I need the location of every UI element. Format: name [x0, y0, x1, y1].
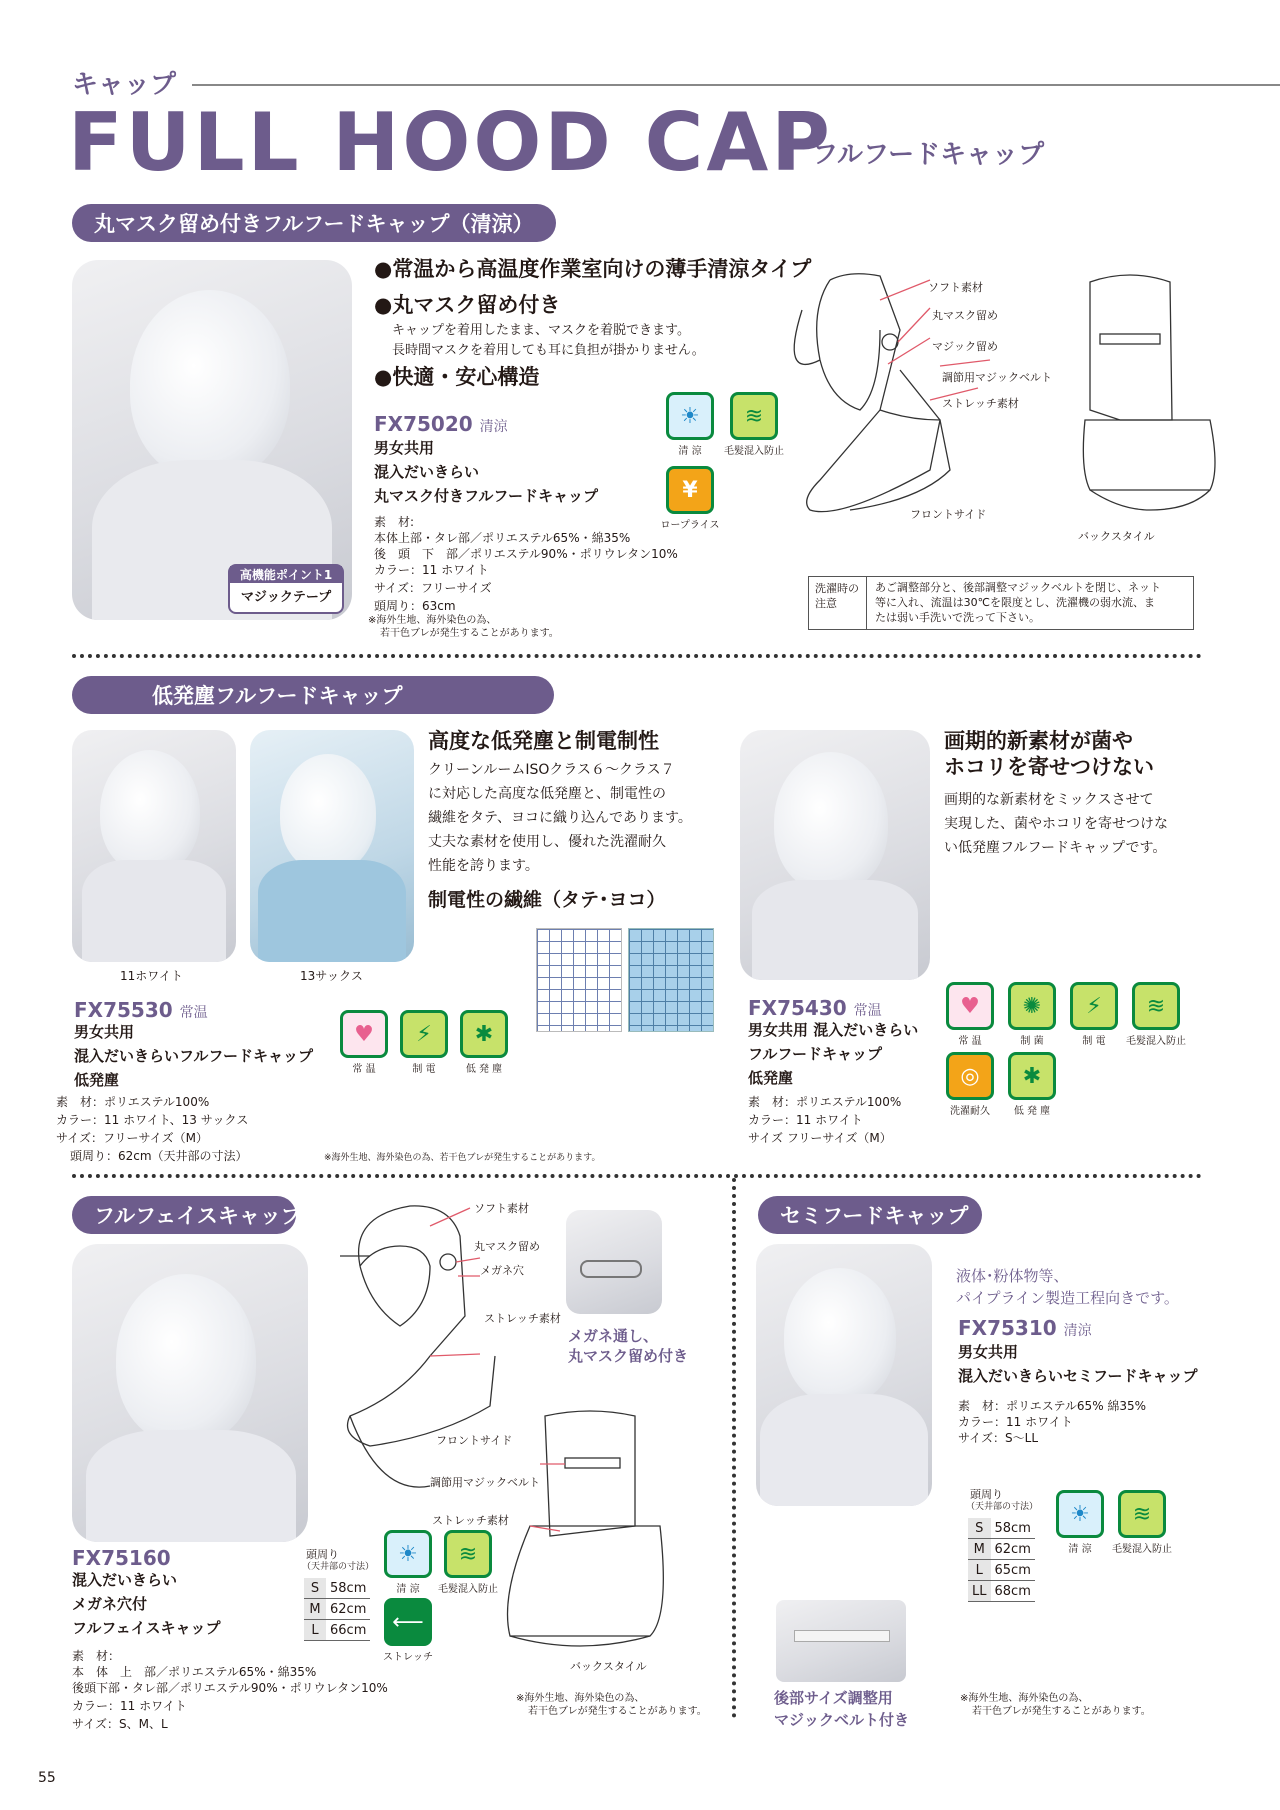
size-code: S: [968, 1518, 991, 1539]
product-photo-fx75530-sax: [250, 730, 414, 962]
product-code-fx75430: [748, 996, 882, 1023]
cool-icon: ☀: [1056, 1490, 1104, 1538]
diagram-view-label: バックスタイル: [1078, 530, 1155, 543]
icon-label: 毛髪混入防止: [1126, 1036, 1186, 1047]
product-code-fx75310: [958, 1316, 1092, 1343]
spec-line: 素 材:: [374, 515, 415, 529]
header-rule: [192, 84, 1280, 86]
code-tag: 清涼: [1063, 1323, 1092, 1339]
hair-block-icon: ≋: [1132, 982, 1180, 1030]
section2-body: に対応した高度な低発塵と、制電性の: [428, 786, 666, 802]
diagram-view-label: フロントサイド: [436, 1434, 513, 1447]
product-name-2: 混入だいきらいセミフードキャップ: [958, 1367, 1198, 1385]
spec-line: 素 材：ポリエステル100%: [56, 1095, 210, 1109]
size-title: 頭周り: [970, 1488, 1003, 1501]
low-price-icon: ¥: [666, 466, 714, 514]
hair-block-icon: ≋: [444, 1530, 492, 1578]
size-title: （天井部の寸法）: [302, 1562, 375, 1572]
product-name-1: 男女共用: [374, 439, 435, 457]
stretch-icon: ⟵: [384, 1598, 432, 1646]
icon-label: 清 涼: [396, 1584, 420, 1595]
product-name-3: 低発塵: [748, 1069, 794, 1087]
spec-line: 後 頭 下 部／ポリエステル90%・ポリウレタン10%: [374, 547, 678, 561]
icon-label: 毛髪混入防止: [1112, 1544, 1172, 1555]
cool-icon: ☀: [384, 1530, 432, 1578]
callout-label: ストレッチ素材: [432, 1514, 509, 1527]
icon-label: 毛髪混入防止: [724, 446, 784, 457]
size-value: 62cm: [326, 1599, 370, 1620]
spec-line: カラー：11 ホワイト: [72, 1699, 187, 1713]
belt-caption: 後部サイズ調整用: [774, 1689, 893, 1707]
belt-detail-photo: [776, 1600, 906, 1682]
antistatic-icon: ⚡: [1070, 982, 1118, 1030]
normal-temp-icon: ♥: [946, 982, 994, 1030]
diagram-view-label: フロントサイド: [910, 508, 987, 521]
callout-label: ソフト素材: [928, 281, 983, 294]
product-name-2: 混入だいきらい: [374, 463, 480, 481]
cool-icon: ☀: [666, 392, 714, 440]
section2-body: 繊維をタテ、ヨコに織り込んであります。: [428, 810, 692, 826]
size-code: L: [304, 1620, 326, 1641]
product-name-3: 丸マスク付きフルフードキャップ: [374, 487, 598, 505]
page-number: 55: [38, 1770, 56, 1786]
low-dust-icon: ✱: [1008, 1052, 1056, 1100]
spec-line: 素 材：ポリエステル65% 綿35%: [958, 1399, 1147, 1413]
normal-temp-icon: ♥: [340, 1010, 388, 1058]
low-dust-icon: ✱: [460, 1010, 508, 1058]
spec-line: 本 体 上 部／ポリエステル65%・綿35%: [72, 1665, 317, 1679]
section1-pill: 丸マスク留め付きフルフードキャップ（清涼）: [72, 204, 556, 242]
size-value: 65cm: [991, 1560, 1035, 1581]
size-code: L: [968, 1560, 991, 1581]
bullet-1: ●常温から高温度作業室向けの薄手清涼タイプ: [374, 257, 812, 281]
glasses-caption: 丸マスク留め付き: [568, 1347, 689, 1365]
fiber-swatch-white: [536, 928, 622, 1032]
size-value: 58cm: [991, 1518, 1035, 1539]
hood-diagram-front-back: [790, 270, 1280, 550]
product-code: FX75020: [374, 412, 473, 436]
section2-body: 性能を誇ります。: [428, 858, 539, 874]
callout-label: メガネ穴: [480, 1264, 524, 1277]
product-code: FX75530: [74, 998, 173, 1022]
product-name-1: 男女共用 混入だいきらい: [748, 1021, 919, 1039]
note-line: ※海外生地、海外染色の為、若干色ブレが発生することがあります。: [324, 1153, 601, 1163]
callout-label: 丸マスク留め: [474, 1240, 540, 1253]
product-code: FX75310: [958, 1316, 1057, 1340]
section2-right-body: い低発塵フルフードキャップです。: [944, 840, 1167, 856]
product-name-1: 男女共用: [958, 1343, 1019, 1361]
size-value: 68cm: [991, 1581, 1035, 1602]
size-value: 58cm: [326, 1578, 370, 1599]
callout-label: 丸マスク留め: [932, 309, 998, 322]
size-value: 62cm: [991, 1539, 1035, 1560]
size-row: [968, 1581, 1035, 1602]
note-line: ※海外生地、海外染色の為、: [960, 1693, 1089, 1704]
note-line: 若干色ブレが発生することがあります。: [972, 1706, 1151, 1717]
page-title: FULL HOOD CAP: [68, 96, 833, 189]
product-name-2: 混入だいきらいフルフードキャップ: [74, 1047, 313, 1065]
icon-label: 洗濯耐久: [950, 1106, 990, 1117]
wash-text: たは弱い手洗いで洗って下さい。: [875, 611, 1040, 624]
section2-right-heading: 画期的新素材が菌や: [944, 729, 1133, 753]
spec-line: 頭周り：63cm: [374, 599, 456, 613]
wash-label: 注意: [815, 597, 837, 610]
product-code-fx75530: [74, 998, 208, 1025]
feature-badge-text: マジックテープ: [240, 590, 332, 605]
callout-label: ストレッチ素材: [942, 397, 1019, 410]
belt-caption: マジックベルト付き: [774, 1711, 910, 1729]
size-code: M: [968, 1539, 991, 1560]
spec-line: 本体上部・タレ部／ポリエステル65%・綿35%: [374, 531, 631, 545]
icon-label: 制 電: [1082, 1036, 1106, 1047]
size-code: S: [304, 1578, 326, 1599]
size-row: [304, 1620, 370, 1641]
desc-line-1: キャップを着用したまま、マスクを着脱できます。: [392, 323, 690, 338]
section2-right-heading: ホコリを寄せつけない: [944, 755, 1154, 779]
product-code-fx75160: FX75160: [72, 1546, 171, 1570]
size-row: [968, 1518, 1035, 1539]
divider: [72, 1174, 1202, 1178]
spec-line: サイズ：フリーサイズ（M）: [56, 1131, 208, 1145]
product-photo-fx75530-white: [72, 730, 236, 962]
divider: [72, 654, 1202, 658]
icon-label: 低 発 塵: [465, 1064, 503, 1075]
spec-line: サイズ：S～LL: [958, 1431, 1039, 1445]
spec-line: サイズ フリーサイズ（M）: [748, 1131, 892, 1145]
antistatic-icon: ⚡: [400, 1010, 448, 1058]
icon-label: 制 菌: [1020, 1036, 1044, 1047]
icon-label: 低 発 塵: [1013, 1106, 1051, 1117]
hair-block-icon: ≋: [730, 392, 778, 440]
product-name-1: 混入だいきらい: [72, 1571, 178, 1589]
size-row: [304, 1578, 370, 1599]
column-divider: [732, 1178, 736, 1718]
product-photo-fx75160: [72, 1244, 308, 1542]
glasses-caption: メガネ通し、: [568, 1327, 659, 1345]
section2-body: クリーンルームISOクラス６～クラス７: [428, 762, 675, 778]
size-title: （天井部の寸法）: [966, 1502, 1039, 1512]
section2-right-body: 画期的な新素材をミックスさせて: [944, 792, 1154, 808]
note-line: 若干色ブレが発生することがあります。: [528, 1706, 707, 1717]
product-name-3: フルフェイスキャップ: [72, 1619, 221, 1637]
icon-label: 清 涼: [678, 446, 702, 457]
category-label: キャップ: [72, 70, 177, 100]
spec-line: 素 材：ポリエステル100%: [748, 1095, 902, 1109]
callout-label: 調節用マジックベルト: [430, 1476, 540, 1489]
wash-durable-icon: ◎: [946, 1052, 994, 1100]
callout-label: ソフト素材: [474, 1202, 529, 1215]
spec-line: カラー：11 ホワイト: [748, 1113, 863, 1127]
section3-pill: フルフェイスキャップ: [72, 1196, 296, 1234]
code-tag: 常温: [179, 1005, 208, 1021]
size-value: 66cm: [326, 1620, 370, 1641]
spec-line: カラー：11 ホワイト、13 サックス: [56, 1113, 249, 1127]
diagram-view-label: バックスタイル: [570, 1660, 647, 1673]
bullet-2: ●丸マスク留め付き: [374, 293, 561, 317]
wash-text: あご調整部分と、後部調整マジックベルトを閉じ、ネット: [875, 581, 1161, 594]
spec-line: カラー：11 ホワイト: [958, 1415, 1073, 1429]
note-line: ※海外生地、海外染色の為、: [516, 1693, 645, 1704]
size-table: [968, 1518, 1035, 1602]
spec-line: 素 材：: [72, 1649, 121, 1663]
product-name-2: メガネ穴付: [72, 1595, 148, 1613]
size-code: M: [304, 1599, 326, 1620]
product-name-3: 低発塵: [74, 1071, 120, 1089]
section4-tagline: 液体･粉体物等、: [956, 1267, 1069, 1285]
size-table: [304, 1578, 370, 1641]
size-row: [968, 1539, 1035, 1560]
icon-label: 制 電: [412, 1064, 436, 1075]
desc-line-2: 長時間マスクを着用しても耳に負担が掛かりません。: [392, 343, 705, 358]
callout-label: ストレッチ素材: [484, 1312, 561, 1325]
code-tag: 清涼: [479, 419, 508, 435]
feature-badge-title: 高機能ポイント1: [230, 566, 342, 583]
product-photo-fx75310: [756, 1244, 932, 1506]
product-name-2: フルフードキャップ: [748, 1045, 882, 1063]
icon-label: ストレッチ: [383, 1652, 433, 1663]
bullet-3: ●快適・安心構造: [374, 365, 540, 389]
product-name-1: 男女共用: [74, 1023, 135, 1041]
fiber-heading: 制電性の繊維（タテ･ヨコ）: [428, 889, 666, 911]
section2-pill: [72, 676, 554, 714]
color-caption: 11ホワイト: [120, 969, 183, 983]
section2-pill-label: 低発塵フルフードキャップ: [152, 684, 403, 708]
feature-badge: [228, 564, 344, 614]
spec-line: 頭周り：62cm（天井部の寸法）: [70, 1149, 248, 1163]
spec-line: サイズ：S、M、L: [72, 1717, 168, 1731]
fiber-swatch-sax: [628, 928, 714, 1032]
icon-label: 常 温: [352, 1064, 376, 1075]
size-code: LL: [968, 1581, 991, 1602]
section2-right-body: 実現した、菌やホコリを寄せつけな: [944, 816, 1168, 832]
section2-body: 丈夫な素材を使用し、優れた洗濯耐久: [428, 834, 666, 850]
icon-label: ロープライス: [660, 520, 720, 531]
note-line: 若干色ブレが発生することがあります。: [380, 628, 559, 639]
note-line: ※海外生地、海外染色の為、: [368, 615, 497, 626]
hair-block-icon: ≋: [1118, 1490, 1166, 1538]
product-photo-fx75430: [740, 730, 930, 980]
antibacterial-icon: ✺: [1008, 982, 1056, 1030]
spec-line: サイズ：フリーサイズ: [374, 581, 492, 595]
glasses-detail-photo: [566, 1210, 662, 1314]
wash-caution-box: [808, 576, 1194, 630]
callout-label: マジック留め: [932, 340, 998, 353]
size-row: [968, 1560, 1035, 1581]
product-code-fx75020: [374, 412, 508, 439]
icon-label: 清 涼: [1068, 1544, 1092, 1555]
spec-line: カラー：11 ホワイト: [374, 563, 489, 577]
code-tag: 常温: [853, 1003, 882, 1019]
icon-label: 毛髪混入防止: [438, 1584, 498, 1595]
wash-text: 等に入れ、流温は30℃を限度とし、洗濯機の弱水流、ま: [875, 596, 1156, 609]
section4-tagline: パイプライン製造工程向きです。: [956, 1289, 1179, 1307]
section2-heading: 高度な低発塵と制電制性: [428, 729, 659, 753]
callout-label: 調節用マジックベルト: [942, 371, 1052, 384]
size-row: [304, 1599, 370, 1620]
size-title: 頭周り: [306, 1548, 339, 1561]
color-caption: 13サックス: [300, 969, 363, 983]
wash-label: 洗濯時の: [815, 582, 859, 595]
spec-line: 後頭下部・タレ部／ポリエステル90%・ポリウレタン10%: [72, 1681, 388, 1695]
product-code: FX75430: [748, 996, 847, 1020]
section4-pill: セミフードキャップ: [758, 1196, 982, 1234]
page-title-ja: フルフードキャップ: [812, 140, 1045, 170]
icon-label: 常 温: [958, 1036, 982, 1047]
